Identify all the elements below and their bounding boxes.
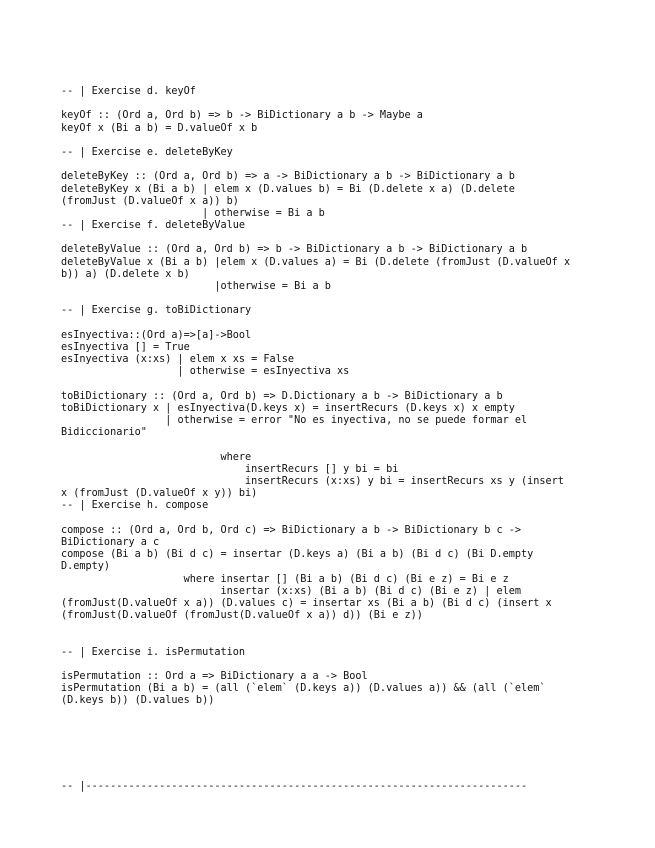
blank-line [61,720,621,732]
code-listing [61,86,621,793]
code-line: esInyectiva [] = True [61,341,190,353]
code-line: deleteByValue :: (Ord a, Ord b) => b -> BiDictionary a b -> BiDictionary a b [61,244,528,256]
code-line: (D.keys b)) (D.values b)) [61,695,215,707]
blank-line [61,769,621,781]
code-line: toBiDictionary :: (Ord a, Ord b) => D.Dictionary a b -> BiDictionary a b [61,390,503,402]
code-line: -- | Exercise h. compose [61,500,209,512]
blank-line [61,732,621,744]
code-line: -- |------------------------------------------------------------------------ [61,780,528,792]
code-line: keyOf :: (Ord a, Ord b) => b -> BiDictionary a b -> Maybe a [61,110,423,122]
code-line: BiDictionary a c [61,536,160,548]
blank-line [61,379,621,391]
code-line: esInyectiva::(Ord a)=>[a]->Bool [61,329,252,341]
blank-line [61,634,621,646]
code-line: where [61,451,252,463]
code-line: Bidiccionario" [61,427,147,439]
blank-line [61,318,621,330]
blank-line [61,513,621,525]
code-line: -- | Exercise f. deleteByValue [61,220,246,232]
code-line: deleteByKey :: (Ord a, Ord b) => a -> BiDictionary a b -> BiDictionary a b [61,171,515,183]
code-line: esInyectiva (x:xs) | elem x xs = False [61,354,295,366]
code-line: insertar (x:xs) (Bi a b) (Bi d c) (Bi e z) | elem [61,585,522,597]
blank-line [61,744,621,756]
blank-line [61,98,621,110]
code-line: compose (Bi a b) (Bi d c) = insertar (D.keys a) (Bi a b) (Bi d c) (Bi D.empty [61,549,534,561]
blank-line [61,232,621,244]
blank-line [61,439,621,451]
code-line: -- | Exercise e. deleteByKey [61,146,233,158]
code-line: isPermutation (Bi a b) = (all (`elem` (D.keys a)) (D.values a)) && (all (`elem` [61,683,546,695]
code-line: | otherwise = Bi a b [61,207,325,219]
code-line: b)) a) (D.delete x b) [61,268,190,280]
code-line: | otherwise = error "No es inyectiva, no se puede formar el [61,415,528,427]
code-line: -- | Exercise d. keyOf [61,86,196,97]
code-line: x (fromJust (D.valueOf x y)) bi) [61,488,258,500]
blank-line [61,756,621,768]
code-line: isPermutation :: Ord a => BiDictionary a a -> Bool [61,671,368,682]
blank-line [61,659,621,671]
blank-line [61,159,621,171]
code-line: where insertar [] (Bi a b) (Bi d c) (Bi e z) = Bi e z [61,573,509,585]
code-line: keyOf x (Bi a b) = D.valueOf x b [61,122,258,134]
code-line: |otherwise = Bi a b [61,281,331,292]
blank-line [61,708,621,720]
code-line: | otherwise = esInyectiva xs [61,366,350,378]
code-line: deleteByKey x (Bi a b) | elem x (D.values b) = Bi (D.delete x a) (D.delete [61,183,515,195]
code-line: (fromJust (D.valueOf x a)) b) [61,195,239,207]
code-line: -- | Exercise i. isPermutation [61,646,246,658]
code-line: compose :: (Ord a, Ord b, Ord c) => BiDictionary a b -> BiDictionary b c -> [61,524,522,536]
code-line: insertRecurs [] y bi = bi [61,463,399,475]
code-line: insertRecurs (x:xs) y bi = insertRecurs xs y (insert [61,476,564,487]
code-line: (fromJust(D.valueOf x a)) (D.values c) = insertar xs (Bi a b) (Bi d c) (insert x [61,597,552,609]
blank-line [61,135,621,147]
code-line: (fromJust(D.valueOf (fromJust(D.valueOf x a)) d)) (Bi e z)) [61,610,423,622]
code-line: deleteByValue x (Bi a b) |elem x (D.values a) = Bi (D.delete (fromJust (D.valueOf x [61,256,571,268]
code-line: D.empty) [61,561,111,573]
blank-line [61,622,621,634]
blank-line [61,293,621,305]
code-line: -- | Exercise g. toBiDictionary [61,305,252,317]
code-line: toBiDictionary x | esInyectiva(D.keys x) = insertRecurs (D.keys x) x empty [61,402,515,414]
